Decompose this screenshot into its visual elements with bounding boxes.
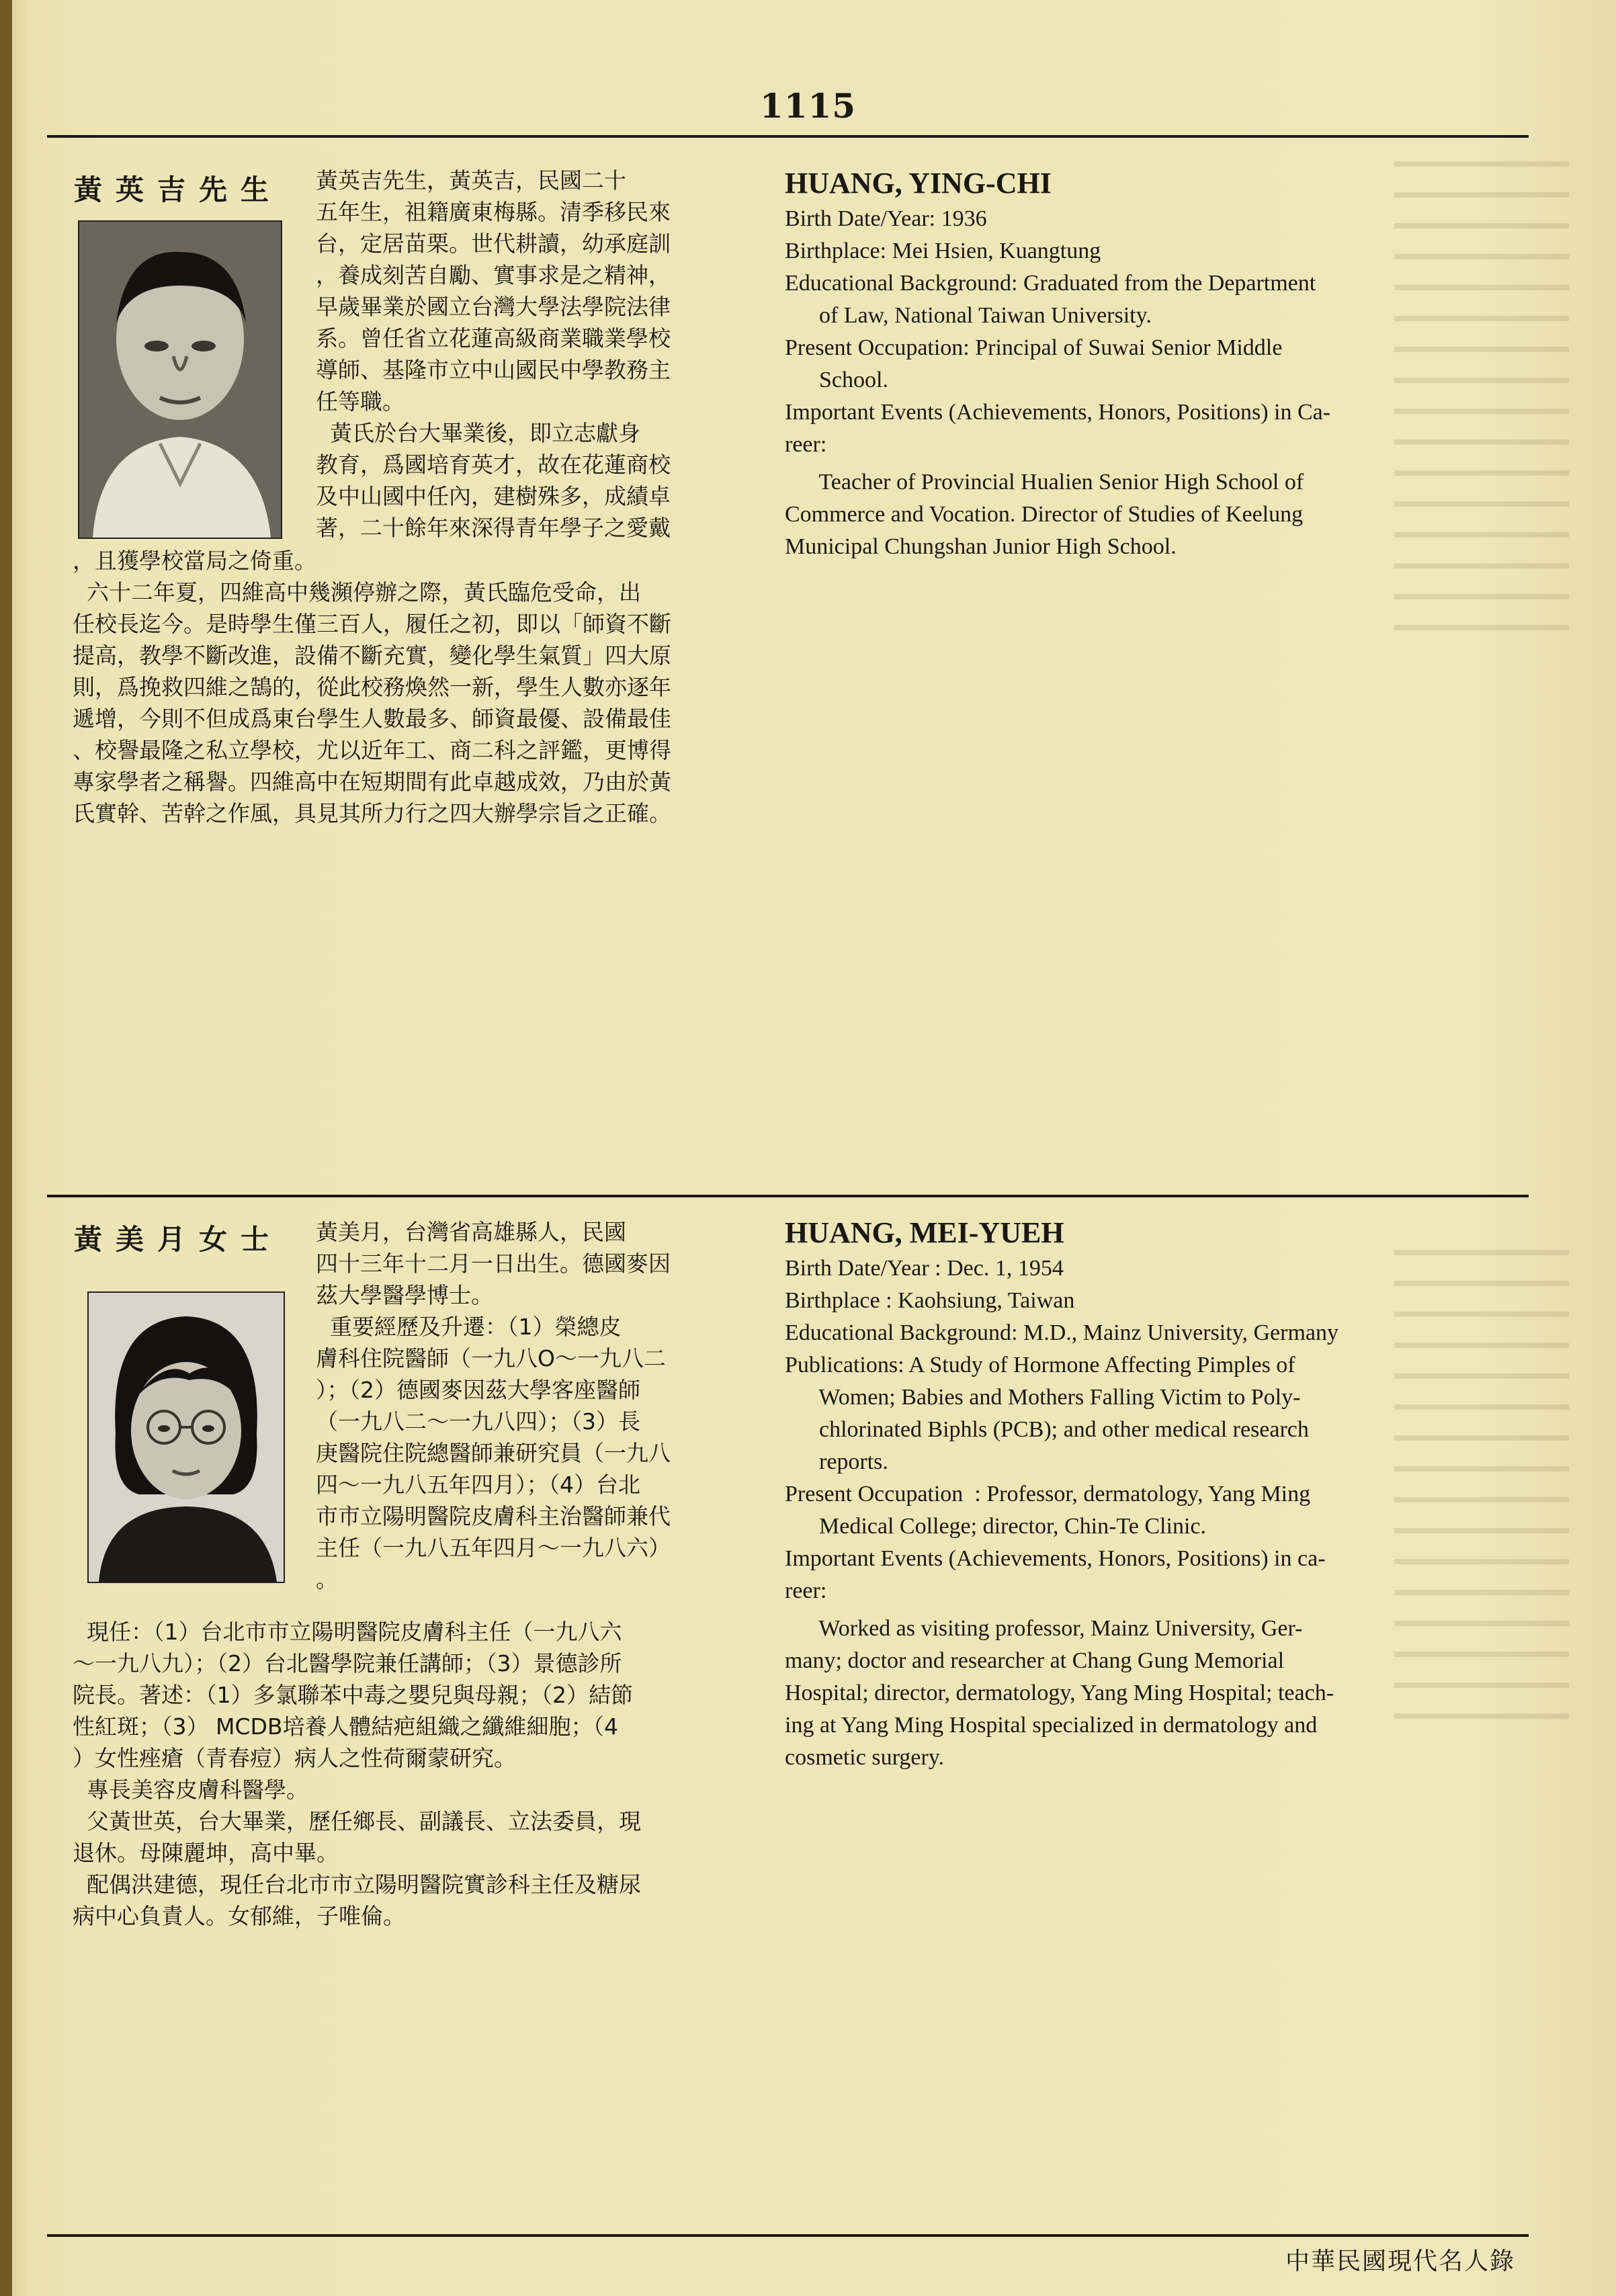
english-line: Publications: A Study of Hormone Affecting Pimples of: [785, 1353, 1295, 1377]
english-entry: [785, 164, 1470, 563]
english-line: Women; Babies and Mothers Falling Victim to Poly-: [785, 1385, 1301, 1410]
english-line: Birth Date/Year : Dec. 1, 1954: [785, 1256, 1064, 1281]
english-line: Birthplace: Mei Hsien, Kuangtung: [785, 239, 1101, 263]
portrait-man-image: [79, 222, 281, 538]
chinese-biography: 黃美月，台灣省高雄縣人，民國 四十三年十二月一日出生。德國麥因 茲大學醫學博士。 重要經歷及升遷：（1）榮總皮 膚科住院醫師（一九八O～一九八二 ）；（2）德國麥因茲大學客座醫師 （一九八二～一九八四）；（3）長 庚醫院住院總醫師兼研究員（一九八 四～一九八五年四月）；（4）台北 市市立陽明醫院皮膚科主治醫師兼代 主任（一九八五年四月～一九八六） 。: [316, 1219, 671, 1592]
english-line: ing at Yang Ming Hospital specialized in dermatology and: [785, 1713, 1318, 1738]
english-line: Important Events (Achievements, Honors, Positions) in ca-: [785, 1546, 1326, 1571]
chinese-name: 黃英吉先生: [74, 173, 283, 206]
chinese-biography-continued: 現任：（1）台北市市立陽明醫院皮膚科主任（一九八六 ～一九八九）；（2）台北醫學院兼任講師；（3）景德診所 院長。著述：（1）多氯聯苯中毒之嬰兒與母親；（2）結節 性紅斑；（3） MCDB培養人體結疤組織之纖維細胞；（4 ）女性痤瘡（青春痘）病人之性荷爾蒙研究。 專長美容皮膚科醫學。 父黃世英，台大畢業，歷任鄉長、副議長、立法委員，現 退休。母陳麗坤，高中畢。 配偶洪建德，現任台北市市立陽明醫院實診科主任及糖尿 病中心負責人。女郁維，子唯倫。: [73, 1619, 641, 1929]
page-number: 1115: [759, 86, 857, 126]
english-line: cosmetic surgery.: [785, 1745, 944, 1770]
english-line: Birthplace : Kaohsiung, Taiwan: [785, 1288, 1075, 1313]
english-entry: [785, 1214, 1470, 1774]
english-line: Teacher of Provincial Hualien Senior High School of: [785, 470, 1304, 495]
chinese-biography: 黃英吉先生，黃英吉，民國二十 五年生，祖籍廣東梅縣。清季移民來 台，定居苗栗。世代耕讀，幼承庭訓 ，養成刻苦自勵、實事求是之精神， 早歲畢業於國立台灣大學法學院法律 系。曾任省立花蓮高級商業職業學校 導師、基隆市立中山國民中學教務主 任等職。 黃氏於台大畢業後，即立志獻身 教育，爲國培育英才，故在花蓮商校 及中山國中任內，建樹殊多，成績卓 著，二十餘年來深得青年學子之愛戴: [316, 167, 671, 541]
english-line: Important Events (Achievements, Honors, Positions) in Ca-: [785, 400, 1331, 425]
book-title-footer: 中華民國現代名人錄: [1285, 2248, 1515, 2275]
english-name: HUANG, MEI-YUEH: [785, 1216, 1064, 1249]
english-line: reer:: [785, 1578, 827, 1603]
english-line: reports.: [785, 1449, 888, 1474]
english-line: Educational Background: Graduated from the Department: [785, 271, 1316, 296]
entry-divider: [47, 1195, 1529, 1197]
portrait-woman-image: [89, 1293, 284, 1582]
english-line: many; doctor and researcher at Chang Gung Memorial: [785, 1648, 1285, 1673]
english-line: Medical College; director, Chin-Te Clinic.: [785, 1514, 1206, 1539]
english-line: reer:: [785, 432, 827, 457]
chinese-name: 黃美月女士: [74, 1223, 283, 1256]
top-rule: [47, 135, 1529, 138]
english-name: HUANG, YING-CHI: [785, 167, 1052, 200]
chinese-biography-continued: ，且獲學校當局之倚重。 六十二年夏，四維高中幾瀕停辦之際，黃氏臨危受命，出 任校長迄今。是時學生僅三百人，履任之初，即以「師資不斷 提高，教學不斷改進，設備不斷充實，變化學生氣質」四大原 則，爲挽救四維之鵠的，從此校務煥然一新，學生人數亦逐年 遞增，今則不但成爲東台學生人數最多、師資最優、設備最佳 、校譽最隆之私立學校，尤以近年工、商二科之評鑑，更博得 專家學者之稱譽。四維高中在短期間有此卓越成效，乃由於黃 氏實幹、苦幹之作風，具見其所力行之四大辦學宗旨之正確。: [73, 548, 671, 826]
english-line: Hospital; director, dermatology, Yang Ming Hospital; teach-: [785, 1681, 1334, 1705]
bottom-rule: [47, 2234, 1529, 2237]
binding-edge: [0, 0, 12, 2296]
english-line: Municipal Chungshan Junior High School.: [785, 534, 1177, 559]
english-line: Commerce and Vocation. Director of Studies of Keelung: [785, 502, 1304, 527]
portrait-photo: [87, 1291, 285, 1583]
english-line: of Law, National Taiwan University.: [785, 303, 1152, 328]
english-line: Educational Background: M.D., Mainz University, Germany: [785, 1320, 1338, 1345]
english-line: Present Occupation: Principal of Suwai Senior Middle: [785, 335, 1283, 360]
english-line: Worked as visiting professor, Mainz University, Ger-: [785, 1616, 1303, 1641]
english-line: School.: [785, 368, 888, 392]
english-line: chlorinated Biphls (PCB); and other medical research: [785, 1417, 1309, 1442]
english-line: Birth Date/Year: 1936: [785, 206, 987, 231]
english-line: Present Occupation : Professor, dermatology, Yang Ming: [785, 1482, 1311, 1506]
portrait-photo: [78, 220, 282, 539]
